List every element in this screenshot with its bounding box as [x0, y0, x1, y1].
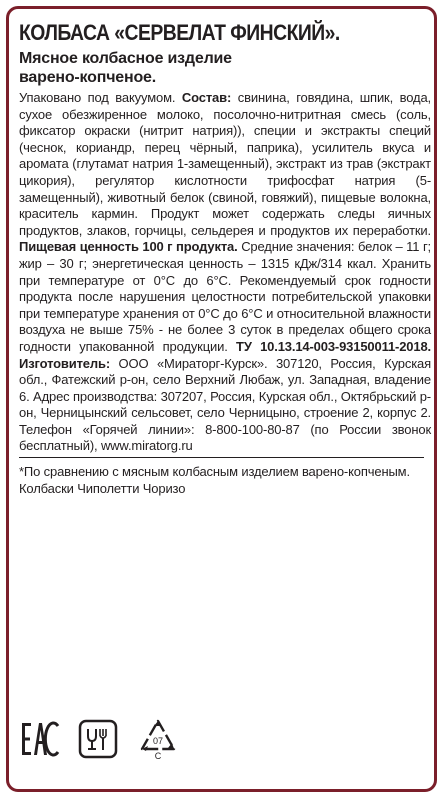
eac-mark-icon	[20, 719, 60, 759]
product-subtitle	[19, 49, 431, 87]
nutrition-label: Пищевая ценность 100 г продукта.	[19, 239, 238, 255]
manufacturer-text: ООО «Мираторг-Курск». 307120, Россия, Курская обл., Фатежский р-он, село Верхний Любаж, ул. Западная, владение 6. Адрес производства: 307207, Россия, Курская обл., Октябрьский р-он, Черницынский сельсовет, село Черницыно, строение 2, корпус 2. Телефон «Горячей линии»: 8-800-100-80-87 (по России звонок бесплатный), www.miratorg.ru	[19, 355, 431, 454]
composition-text: свинина, говядина, шпик, вода, сухое обезжиренное молоко, посолочно-нитритная смесь (соль, фиксатор окраски (нитрит натрия)), специи и экстракты специй (чеснок, кориандр, перец чёрный, паприка), усилитель вкуса и аромата (глутамат натрия 1-замещенный), экстракт из трав (экстракт цикория), регулятор кислотности трифосфат натрия (5-замещенный), животный белок (свиной, говяжий), пищевые волокна, краситель кармин. Продукт может содержать следы яичных продуктов, злаков, горчицы, сельдерея и продуктов их переработки.	[19, 90, 431, 238]
composition-label: Состав:	[181, 90, 232, 105]
product-title: КОЛБАСА «СЕРВЕЛАТ ФИНСКИЙ».	[19, 20, 340, 45]
certification-icons	[20, 717, 180, 761]
footnote-divider	[19, 457, 424, 458]
recycle-icon	[136, 717, 180, 761]
recycle-code: 07	[152, 736, 164, 746]
recycle-material: C	[154, 751, 162, 761]
footnote: *По сравнению с мясным колбасным изделием варено-копченым. Колбаски Чиполетти Чоризо	[19, 464, 410, 496]
standard-text: ТУ 10.13.14-003-93150011-2018.	[236, 338, 431, 354]
subtitle-line-1: Мясное колбасное изделие	[19, 50, 232, 67]
packaging-note: Упаковано под вакуумом.	[19, 90, 176, 105]
subtitle-line-2: варено-копченое.	[19, 69, 156, 86]
manufacturer-label: Изготовитель:	[19, 355, 111, 371]
glass-fork-icon	[78, 719, 118, 759]
label-content	[19, 20, 431, 497]
nutrition-text: Средние значения: белок – 11 г; жир – 30 г; энергетическая ценность – 1315 кДж/314 ккал.	[19, 239, 432, 271]
product-description	[19, 90, 431, 455]
storage-text: Хранить при температуре от 0°С до 6°С. Рекомендуемый срок годности продукта после нарушения целостности потребительской упаковки при температуре хранения от 0°С до 6°С и относительной влажности воздуха не выше 75% - не более 3 суток в пределах общего срока годности упакованной продукции.	[19, 255, 431, 354]
